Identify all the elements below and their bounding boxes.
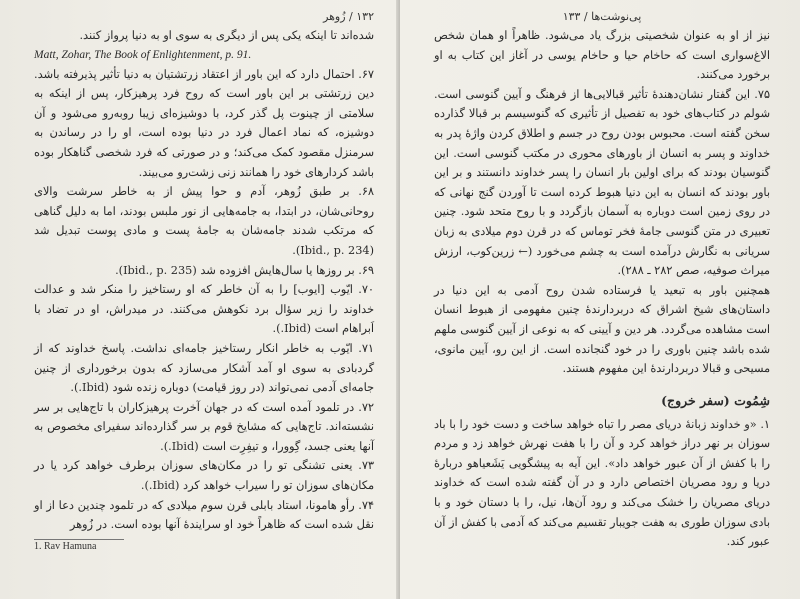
section-title: شِمُوت (سفر خروج) (661, 392, 770, 408)
left-paragraph: ۷۳. یعنی تشنگی تو را در مکان‌های سوزان برطرف خواهد کرد یا در مکان‌های سوزان تو را سیراب خواهد کرد (Ibid.). (34, 459, 374, 493)
right-page-body (434, 26, 770, 379)
right-page (400, 0, 800, 599)
left-paragraph: ۷۰. ایّوب [ایوب] را به آن خاطر که او رستاخیز را منکر شد و عدالت خداوند را زیر سؤال برد نکوهش می‌کنند. در میدراش، او در تضاد با اَبراهام است (Ibid.). (34, 283, 374, 336)
left-paragraph: ۶۹. بر روزها یا سال‌هایش افزوده شد (Ibid., p. 235). (115, 263, 374, 277)
left-page-header: ۱۳۲ / زُوهر (323, 10, 374, 23)
right-page-header: پی‌نوشت‌ها / ۱۳۳ (562, 10, 642, 23)
right-page-body-2 (434, 415, 770, 552)
right-paragraph: همچنین باور به تبعید یا فرستاده شدن روح آدمی به این دنیا در داستان‌های شیخ اشراق که دربردارندهٔ چنین مفهومی از هبوط انسان است مشاهده می‌گردد. هر دین و آیینی که به نوعی از آیین گنوسی ملهم شده باشد چنین باوری را در خود گنجانده است. از این رو، آیین مانوی، مسیحی و قبالا دربردارندهٔ این مفهوم هستند. (434, 283, 770, 376)
right-paragraph: نیز از او به عنوان شخصیتی بزرگ یاد می‌شود. ظاهراً او همان شخص الاغ‌سواری است که حاخام حیا و حاخام یوسی در آغاز این کتاب به او برخورد می‌کنند. (434, 29, 770, 82)
left-paragraph: شده‌اند تا اینکه یکی پس از دیگری به سوی او به دنیا پرواز کنند. (79, 29, 374, 42)
left-paragraph: ۷۴. رأو هامونا، استاد بابلی قرن سوم میلادی که در تلمود چندین دعا از او نقل شده است که ظاهراً خود او سرایندهٔ آنها بوده است. در زُوهر (34, 498, 374, 532)
footnote: 1. Rav Hamuna (34, 540, 97, 552)
left-paragraph: ۶۸. بر طبق زُوهر، آدم و حوا پیش از به خاطر سرشت والای روحانی‌شان، در ابتدا، به جامه‌هایی از نور ملبس بودند، اما به دلیل گناهی که مرتکب شدند جامه‌شان به جامهٔ پست و مادی پوست تبدیل شد (Ibid., p. 234). (34, 185, 374, 257)
right-paragraph: ۱. «و خداوند زبانهٔ دریای مصر را تباه خواهد ساخت و دست خود را با باد سوزان بر نهر دراز خواهد کرد و آن را با هفت نهرش خواهد زد و مردم را با کفش از آن عبور خواهد داد». این آیه به پیشگویی یَشَعیاهو دربارهٔ دریا و رود مصریان اختصاص دارد و در آن گفته شده است که خداوند دریای مصریان را خشک می‌کند و رود آن‌ها، نیل، را با دستان خود و با بادی سوزان طوری به هفت جویبار تقسیم می‌کند که آدمی با کفش از آن عبور کند. (434, 417, 770, 549)
citation-line: Matt, Zohar, The Book of Enlightenment, p. 91. (34, 48, 252, 61)
left-paragraph: ۷۱. ایّوب به خاطر انکار رستاخیز جامه‌ای نداشت. پاسخ خداوند که از گردبادی به سوی او آمد آشکار می‌سازد که بدون برخورداری از چنین جامه‌ای آدمی نمی‌تواند (در روز قیامت) دوباره زنده شود (Ibid.). (34, 341, 374, 395)
left-paragraph: ۶۷. احتمال دارد که این باور از اعتقاد زرتشتیان به دنیا تأثیر پذیرفته باشد. دین زرتشتی بر این باور است که روح فرد پرهیزکار، پس از اینکه به سلامتی از چینوت پل گذر کرد، با دوشیزه‌ای زیبا روبه‌رو می‌شود و آن دوشیزه، که نماد اعمال فرد در دنیا بوده است، او را در رساندن به سرمنزل مقصود کمک می‌کند؛ و در صورتی که فرد شخصی گناهکار بوده باشد کردارهای خود را همانند زنی زشت‌رو می‌بیند. (34, 67, 374, 179)
right-paragraph: ۷۵. این گفتار نشان‌دهندهٔ تأثیر قبالایی‌ها از فرهنگ و آیین گنوسی است. شولم در کتاب‌های خود به تفصیل از تأثیری که گنوسیسم بر قبالا گذارده سخن گفته است. محبوس بودن روح در جسم و اطلاق کردن واژهٔ پدر به خداوند و پسر به انسان از باورهای محوری در مکتب گنوسی است. این گنوسیان بودند که برای اولین بار انسان را پسر خداوند دانستند و بر این باور بودند که انسان به این دنیا هبوط کرده است تا آوردن گنج نهانی که در روی زمین است دوباره به آسمان بازگردد و با روح متحد شود. چنین تعبیری در متن گنوسی جامهٔ فخر توماس که در قرن دوم میلادی به زبان سریانی به نگارش درآمده است به چشم می‌خورد (← زرین‌کوب، ارزش میراث صوفیه، صص ۲۸۲ ـ ۲۸۸). (434, 87, 770, 278)
left-paragraph: ۷۲. در تلمود آمده است که در جهان آخرت پرهیزکاران با تاج‌هایی بر سر نشسته‌اند. تاج‌هایی که مشایخ قوم بر سر گذارده‌اند سفیرای مخصوص به آنها یعنی جسد، گِوورا، و تیفِرِت است (Ibid.). (34, 400, 374, 453)
left-page-body (34, 26, 374, 535)
